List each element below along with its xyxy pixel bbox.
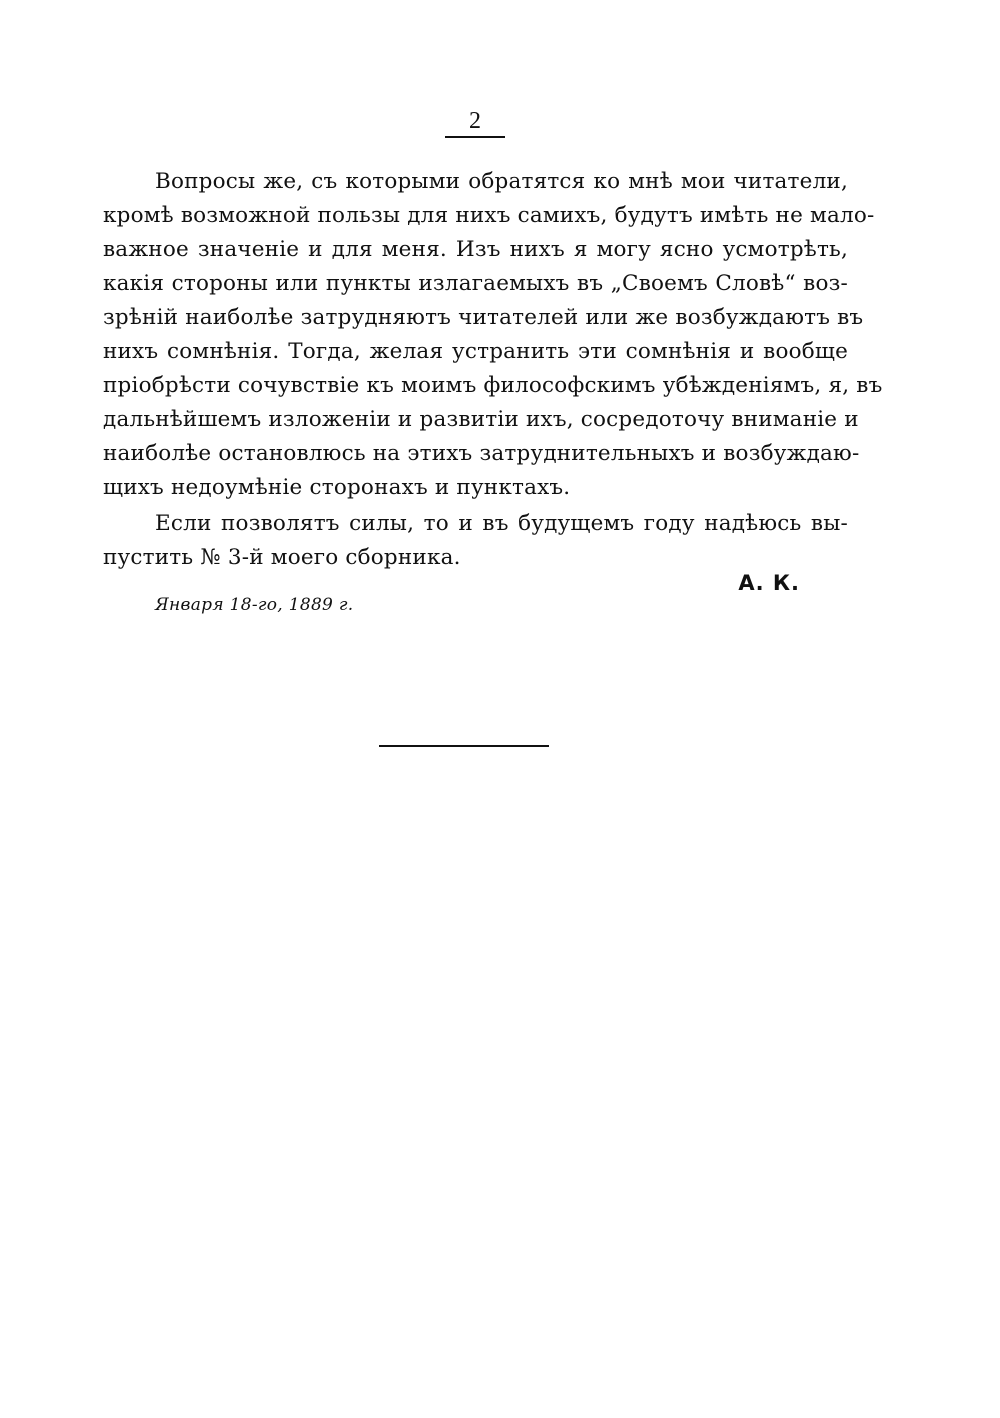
author-signature: А. К. [738, 571, 800, 595]
paragraph-1-line-10: щихъ недоумѣнiе сторонахъ и пунктахъ. [103, 475, 571, 500]
paragraph-1-line-4: какiя стороны или пункты излагаемыхъ въ „Своемъ Словѣ“ воз- [103, 271, 848, 296]
page-number: 2 [469, 108, 481, 134]
paragraph-1-line-7: прiобрѣсти сочувствiе къ моимъ философскимъ убѣжденiямъ, я, въ [103, 373, 883, 398]
end-divider [379, 745, 549, 747]
date-line: Января 18-го, 1889 г. [155, 595, 354, 615]
paragraph-2-line-1: Если позволятъ силы, то и въ будущемъ году надѣюсь вы- [155, 511, 848, 536]
paragraph-2-line-2: пустить № 3-й моего сборника. [103, 545, 461, 570]
paragraph-1-line-3: важное значенiе и для меня. Изъ нихъ я могу ясно усмотрѣть, [103, 237, 848, 262]
page-number-underline [445, 136, 505, 138]
paragraph-1-line-9: наиболѣе остановлюсь на этихъ затруднительныхъ и возбуждаю- [103, 441, 860, 466]
paragraph-1-line-8: дальнѣйшемъ изложенiи и развитiи ихъ, сосредоточу вниманiе и [103, 407, 859, 432]
body-text [103, 165, 883, 575]
paragraph-1-line-2: кромѣ возможной пользы для нихъ самихъ, будутъ имѣть не мало- [103, 203, 875, 228]
paragraph-1-line-5: зрѣнiй наиболѣе затрудняютъ читателей или же возбуждаютъ въ [103, 305, 864, 330]
paragraph-1-line-6: нихъ сомнѣнiя. Тогда, желая устранить эти сомнѣнiя и вообще [103, 339, 848, 364]
paragraph-1-line-1: Вопросы же, съ которыми обратятся ко мнѣ мои читатели, [155, 169, 848, 194]
